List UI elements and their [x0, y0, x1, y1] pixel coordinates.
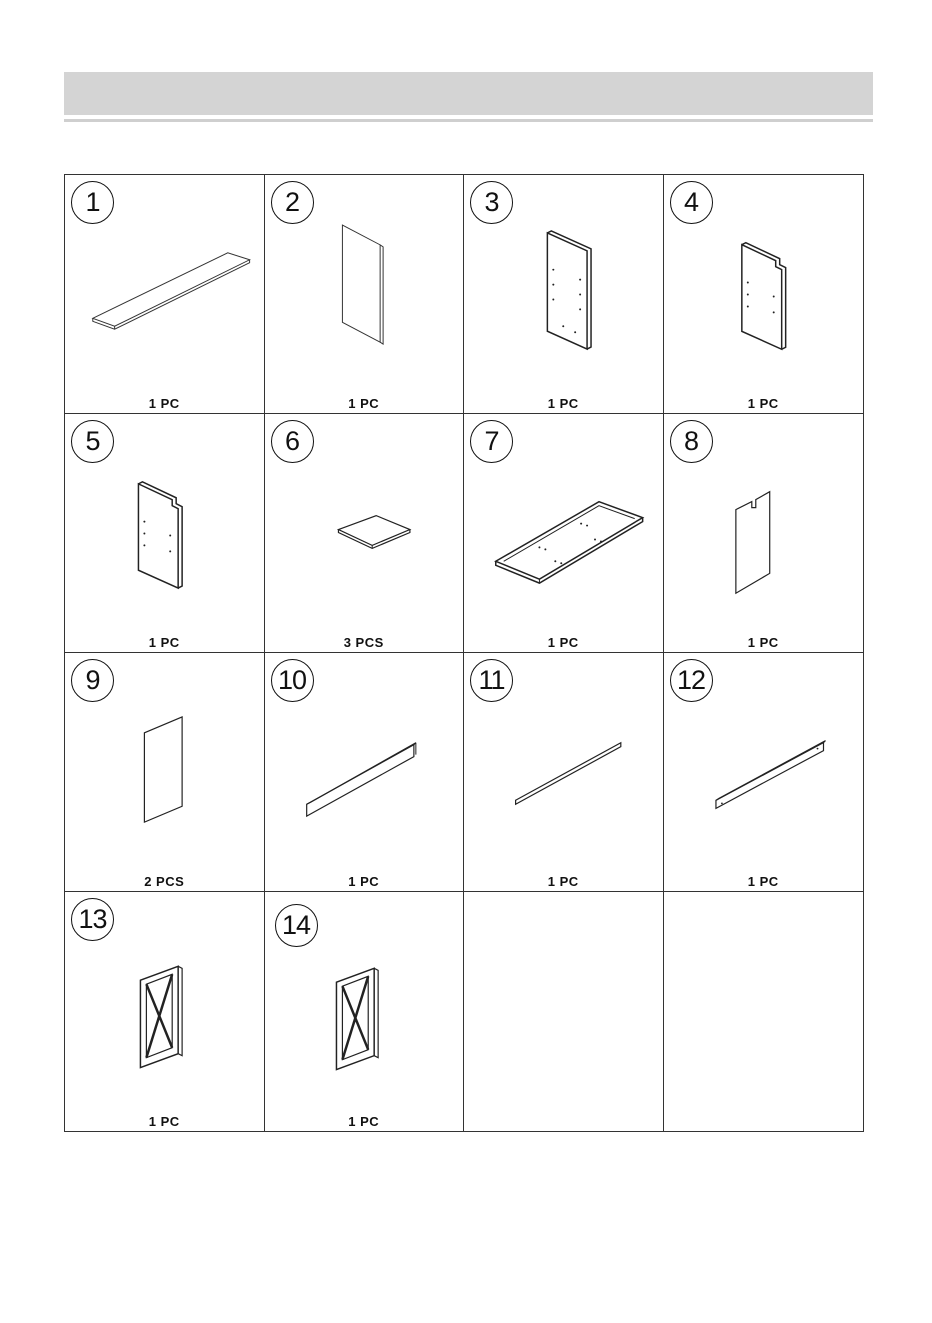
part-number-badge: 5 [71, 420, 114, 463]
part-cell-1 [65, 175, 265, 414]
narrow-rail-icon [464, 653, 663, 891]
part-cell-10 [265, 653, 465, 892]
upright-plain-panel-icon [265, 175, 464, 413]
notched-side-panel-icon [65, 414, 264, 652]
part-quantity: 1 PC [348, 396, 380, 411]
header-band [64, 72, 873, 115]
part-quantity: 1 PC [547, 635, 579, 650]
parts-grid [64, 174, 864, 1132]
empty-cell [664, 892, 864, 1131]
long-flat-panel-icon [65, 175, 264, 413]
part-cell-2 [265, 175, 465, 414]
empty-cell [464, 892, 664, 1131]
part-quantity: 1 PC [148, 635, 180, 650]
part-cell-6 [265, 414, 465, 653]
drilled-rail-icon [664, 653, 864, 891]
part-quantity: 1 PC [148, 1114, 180, 1129]
part-cell-3 [464, 175, 664, 414]
part-number-badge: 2 [271, 181, 314, 224]
square-shelf-icon [265, 414, 464, 652]
header-rule [64, 119, 873, 122]
part-number-badge: 6 [271, 420, 314, 463]
part-quantity: 1 PC [148, 396, 180, 411]
part-quantity: 1 PC [747, 396, 779, 411]
part-cell-11 [464, 653, 664, 892]
part-number-badge: 10 [271, 659, 314, 702]
part-number-badge: 13 [71, 898, 114, 941]
part-quantity: 1 PC [747, 635, 779, 650]
part-quantity: 1 PC [547, 396, 579, 411]
part-cell-4 [664, 175, 864, 414]
drilled-bottom-board-icon [464, 414, 663, 652]
thin-back-panel-icon [65, 653, 264, 891]
part-number-badge: 14 [275, 904, 318, 947]
part-number-badge: 7 [470, 420, 513, 463]
notched-side-panel-icon [664, 175, 864, 413]
part-number-badge: 11 [470, 659, 513, 702]
wide-rail-icon [265, 653, 464, 891]
part-number-badge: 1 [71, 181, 114, 224]
part-number-badge: 3 [470, 181, 513, 224]
part-cell-12 [664, 653, 864, 892]
part-number-badge: 12 [670, 659, 713, 702]
barn-door-icon [65, 892, 264, 1131]
part-number-badge: 9 [71, 659, 114, 702]
back-panel-with-notch-icon [664, 414, 864, 652]
part-quantity: 1 PC [348, 874, 380, 889]
part-number-badge: 4 [670, 181, 713, 224]
part-quantity: 1 PC [547, 874, 579, 889]
drilled-side-panel-icon [464, 175, 663, 413]
part-cell-13 [65, 892, 265, 1131]
part-cell-5 [65, 414, 265, 653]
part-number-badge: 8 [670, 420, 713, 463]
part-cell-7 [464, 414, 664, 653]
part-quantity: 1 PC [747, 874, 779, 889]
part-quantity: 2 PCS [144, 874, 185, 889]
part-cell-9 [65, 653, 265, 892]
part-cell-8 [664, 414, 864, 653]
barn-door-icon [265, 892, 464, 1131]
part-cell-14 [265, 892, 465, 1131]
part-quantity: 1 PC [348, 1114, 380, 1129]
part-quantity: 3 PCS [343, 635, 384, 650]
